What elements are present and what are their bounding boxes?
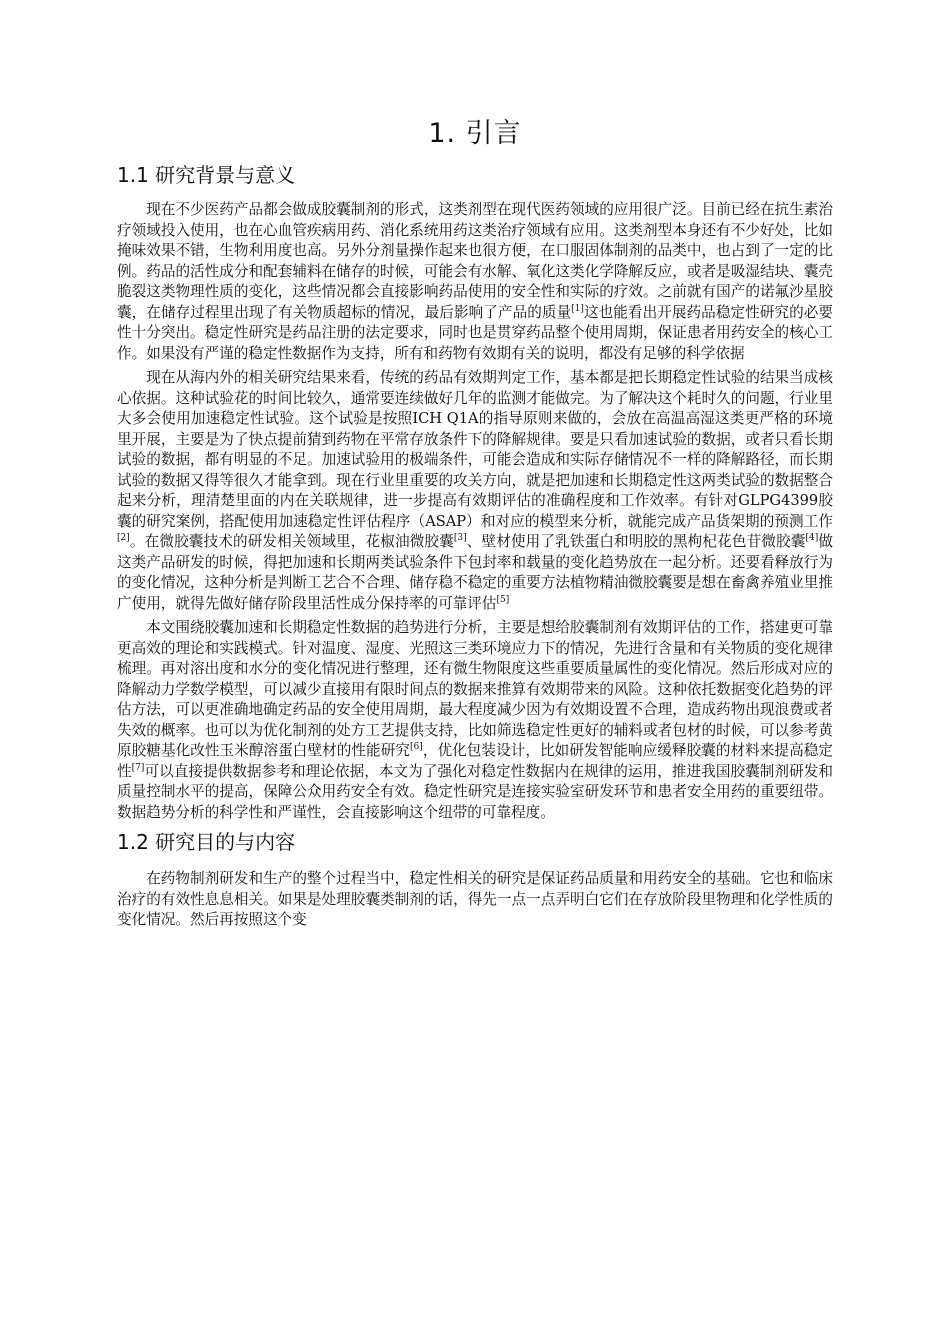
citation-5: [5] bbox=[496, 594, 510, 605]
paragraph-1 bbox=[117, 200, 833, 364]
paragraph-text: 现在不少医药产品都会做成胶囊制剂的形式，这类剂型在现代医药领域的应用很广泛。目前已经在抗生素治疗领域投入使用，也在心血管疾病用药、消化系统用药这类治疗领域有应用。这类剂型本身还有不少好处，比如掩味效果不错，生物利用度也高。另外分剂量操作起来也很方便，在口服固体制剂的品类中，也占到了一定的比例。药品的活性成分和配套辅料在储存的时候，可能会有水解、氧化这类化学降解反应，或者是吸湿结块、囊壳脆裂这类物理性质的变化，这些情况都会直接影响药品使用的安全性和实际的疗效。之前就有国产的诺氟沙星胶囊，在储存过程里出现了有关物质超标的情况，最后影响了产品的质量 bbox=[117, 201, 833, 321]
citation-6: [6] bbox=[410, 742, 423, 752]
paragraph-text: 可以直接提供数据参考和理论依据，本文为了强化对稳定性数据内在规律的运用，推进我国胶囊制剂研发和质量控制水平的提高，保障公众用药安全有效。稳定性研究是连接实验室研发环节和患者安全用药的重要纽带。数据趋势分析的科学性和严谨性，会直接影响这个纽带的可靠程度。 bbox=[117, 762, 833, 821]
paragraph-text: 本文围绕胶囊加速和长期稳定性数据的趋势进行分析，主要是想给胶囊制剂有效期评估的工作，搭建更可靠更高效的理论和实践模式。针对温度、湿度、光照这三类环境应力下的情况，先进行含量和有关物质的变化规律梳理。再对溶出度和水分的变化情况进行整理，还有微生物限度这些重要质量属性的变化情况。然后形成对应的降解动力学数学模型，可以减少直接用有限时间点的数据来推算有效期带来的风险。这种依托数据变化趋势的评估方法，可以更准确地确定药品的安全使用周期，最大程度减少因为有效期设置不合理，造成药物出现浪费或者失效的概率。也可以为优化制剂的处方工艺提供支持，比如筛选稳定性更好的辅料或者包材的时候，可以参考黄原胶糖基化改性玉米醇溶蛋白壁材的性能研究 bbox=[117, 619, 833, 759]
section-heading-1-2: 1.2 研究目的与内容 bbox=[117, 830, 296, 854]
section-objectives bbox=[117, 827, 833, 931]
paragraph-text: ，优化包装设计，比如研发智能响应缓释胶囊的材料来提高稳定性 bbox=[117, 742, 833, 780]
paragraph-2 bbox=[117, 368, 833, 614]
paragraph-text: 在药物制剂研发和生产的整个过程当中，稳定性相关的研究是保证药品质量和用药安全的基础。它也和临床治疗的有效性息息相关。如果是处理胶囊类制剂的话，得先一点一点弄明白它们在存放阶段里物理和化学性质的变化情况。然后再按照这个变 bbox=[117, 870, 833, 928]
paragraph-text: 做这类产品研发的时候，得把加速和长期两类试验条件下包封率和载量的变化趋势放在一起分析。还要看释放行为的变化情况，这种分析是判断工艺合不合理、储存稳不稳定的重要方法植物精油微胶囊要是想在畜禽养殖业里推广使用，就得先做好储存阶段里活性成分保持率的可靠评估 bbox=[117, 533, 833, 612]
citation-7: [7] bbox=[131, 762, 145, 773]
chapter-title: 1. 引言 bbox=[428, 118, 522, 149]
document-body bbox=[117, 112, 833, 935]
section-background bbox=[117, 160, 833, 823]
citation-3: [3] bbox=[453, 533, 467, 543]
citation-1: [1] bbox=[571, 303, 584, 314]
section-heading-1-1: 1.1 研究背景与意义 bbox=[117, 163, 296, 187]
citation-4: [4] bbox=[805, 533, 819, 543]
paragraph-text: 。在微胶囊技术的研发相关领域里，花椒油微胶囊 bbox=[129, 533, 454, 550]
paragraph-3 bbox=[117, 618, 833, 823]
paragraph-text: 现在从海内外的相关研究结果来看，传统的药品有效期判定工作，基本都是把长期稳定性试验的结果当成核心依据。这种试验花的时间比较久，通常要连续做好几年的监测才能做完。为了解决这个耗时久的问题，行业里大多会使用加速稳定性试验。这个试验是按照ICH Q1A的指导原则来做的，会放在高温高湿这类更严格的环境里开展，主要是为了快点提前猜到药物在平常存放条件下的降解规律。要是只看加速试验的数据，或者只看长期试验的数据，都有明显的不足。加速试验用的极端条件，可能会造成和实际存储情况不一样的降解路径，而长期试验的数据又得等很久才能拿到。现在行业里重要的攻关方向，就是把加速和长期稳定性这两类试验的数据整合起来分析，理清楚里面的内在关联规律，进一步提高有效期评估的准确程度和工作效率。有针对GLPG4399胶囊的研究案例，搭配使用加速稳定性评估程序（ASAP）和对应的模型来分析，就能完成产品货架期的预测工作 bbox=[117, 369, 833, 530]
citation-2: [2] bbox=[117, 533, 130, 543]
paragraph-4 bbox=[117, 869, 833, 931]
paragraph-text: 、壁材使用了乳铁蛋白和明胶的黑枸杞花色苷微胶囊 bbox=[466, 533, 806, 550]
paragraph-text: 这也能看出开展药品稳定性研究的必要性十分突出。稳定性研究是药品注册的法定要求，同时也是贯穿药品整个使用周期，保证患者用药安全的核心工作。如果没有严谨的稳定性数据作为支持，所有和药物有效期有关的说明，都没有足够的科学依据 bbox=[117, 303, 833, 362]
